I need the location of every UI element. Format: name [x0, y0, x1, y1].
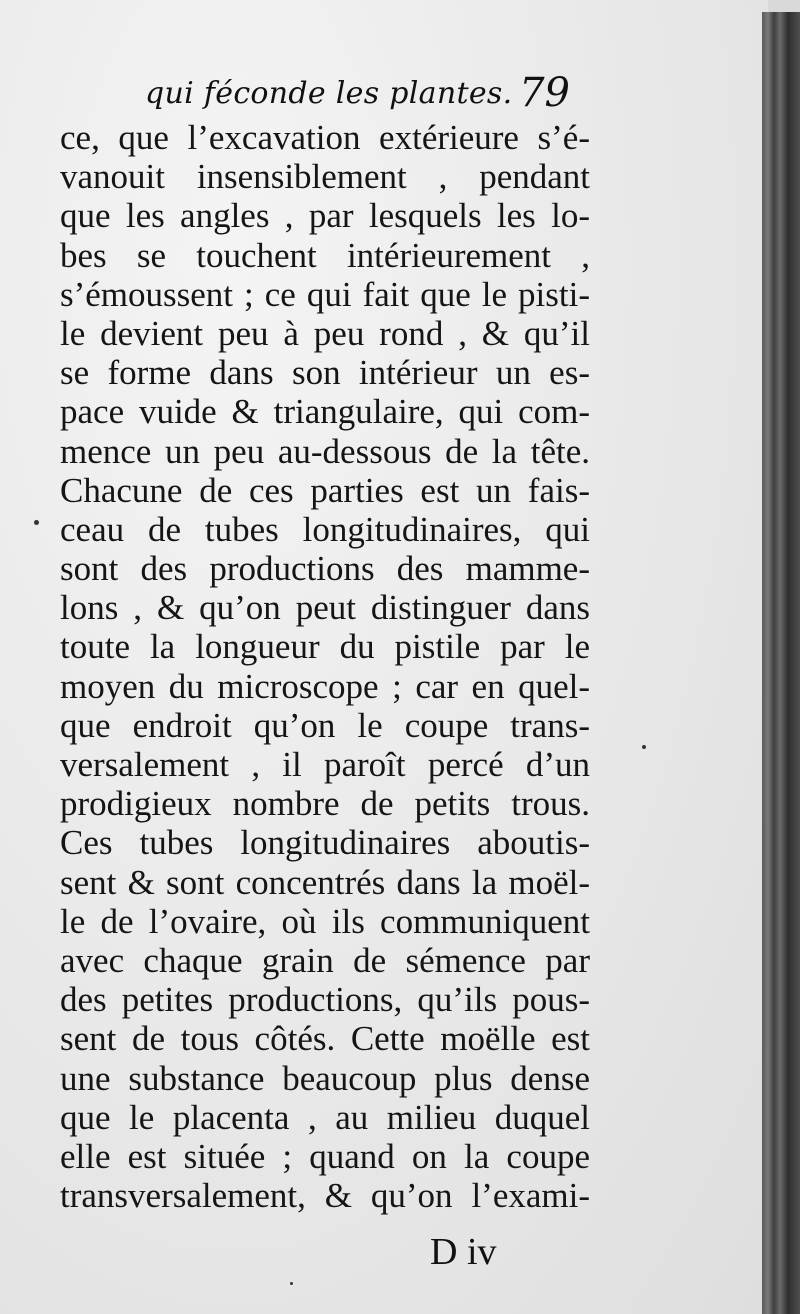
text-line: Ces tubes longitudinaires aboutis-: [60, 823, 590, 863]
text-line: vanouit insensiblement , pendant: [60, 157, 590, 197]
text-line: le devient peu à peu rond , & qu’il: [60, 313, 590, 353]
ink-speck: [34, 520, 39, 525]
page-header: [60, 70, 600, 120]
text-line: avec chaque grain de sémence par: [60, 940, 590, 980]
text-line: lons , & qu’on peut distinguer dans: [60, 588, 590, 628]
text-line: que endroit qu’on le coupe trans-: [60, 705, 590, 745]
text-line: des petites productions, qu’ils pous-: [60, 980, 590, 1020]
text-line: sent de tous côtés. Cette moëlle est: [60, 1019, 590, 1059]
text-line: que le placenta , au milieu duquel: [60, 1097, 590, 1137]
text-line: s’émoussent ; ce qui fait que le pisti-: [60, 274, 590, 314]
text-line: sont des productions des mamme-: [60, 549, 590, 589]
text-line: prodigieux nombre de petits trous.: [60, 784, 590, 824]
text-line: se forme dans son intérieur un es-: [60, 353, 590, 393]
text-line: toute la longueur du pistile par le: [60, 627, 590, 667]
text-line: Chacune de ces parties est un fais-: [60, 470, 590, 510]
signature-mark: D iv: [430, 1231, 497, 1273]
text-line: que les angles , par lesquels les lo-: [60, 196, 590, 236]
ink-speck: [642, 745, 646, 749]
text-line: ce, que l’excavation extérieure s’é-: [60, 118, 590, 157]
text-line: pace vuide & triangulaire, qui com-: [60, 392, 590, 432]
text-line: elle est située ; quand on la coupe: [60, 1136, 590, 1176]
text-line: ceau de tubes longitudinaires, qui: [60, 509, 590, 549]
page-number: 79: [519, 70, 570, 116]
text-line: le de l’ovaire, où ils communiquent: [60, 901, 590, 941]
text-line: mence un peu au-dessous de la tête.: [60, 431, 590, 471]
text-line: transversalement, & qu’on l’exami-: [60, 1176, 590, 1216]
running-head: qui féconde les plantes.: [145, 76, 513, 111]
text-line: sent & sont concentrés dans la moël-: [60, 862, 590, 902]
book-page-edge: [762, 12, 800, 1314]
text-line: bes se touchent intérieurement ,: [60, 235, 590, 275]
ink-speck: [290, 1282, 293, 1285]
text-line: moyen du microscope ; car en quel-: [60, 666, 590, 706]
text-line: versalement , il paroît percé d’un: [60, 745, 590, 784]
body-text: [60, 118, 590, 1215]
text-line: une substance beaucoup plus dense: [60, 1058, 590, 1098]
